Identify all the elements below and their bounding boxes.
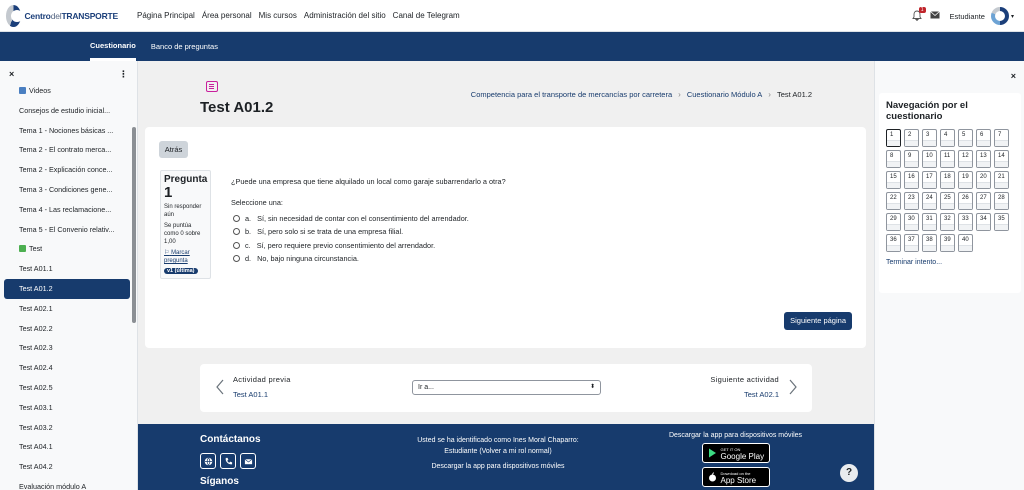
nav-mis-cursos[interactable]: Mis cursos: [258, 11, 297, 20]
question-nav-button[interactable]: 5: [958, 129, 973, 147]
question-nav-button[interactable]: 22: [886, 192, 901, 210]
site-logo[interactable]: [6, 5, 118, 27]
answer-options: [233, 212, 469, 265]
course-item[interactable]: Test A02.2: [19, 323, 53, 333]
question-nav-button[interactable]: 38: [922, 234, 937, 252]
logo-mark: [6, 5, 21, 27]
question-prompt: Seleccione una:: [231, 198, 283, 207]
question-status: Sin responder aún: [164, 204, 202, 218]
chevron-right-icon: ›: [678, 90, 681, 99]
previous-activity-link[interactable]: Test A01.1: [233, 390, 269, 399]
tab-banco-preguntas[interactable]: Banco de preguntas: [150, 42, 218, 51]
logged-in-as-text: Usted se ha identificado como Ines Moral Chaparro:: [417, 437, 579, 444]
video-icon: [19, 87, 26, 94]
footer-app-badges: [658, 432, 813, 487]
question-score: Se puntúa como 0 sobre 1,00: [164, 223, 201, 245]
question-nav-button[interactable]: 19: [958, 171, 973, 189]
quiz-nav-title: Navegación por el cuestionario: [886, 100, 968, 122]
next-page-button[interactable]: Siguiente página: [784, 312, 852, 330]
apple-icon: [708, 472, 717, 482]
question-nav-button[interactable]: 2: [904, 129, 919, 147]
next-activity-label: Siguiente actividad: [710, 375, 779, 384]
question-nav-button[interactable]: 25: [940, 192, 955, 210]
messages-mail-icon[interactable]: [930, 11, 950, 21]
question-label: Pregunta: [164, 174, 208, 185]
course-index-drawer: [0, 61, 138, 490]
question-nav-button[interactable]: 26: [958, 192, 973, 210]
radio-d[interactable]: [233, 255, 240, 262]
course-item-test[interactable]: Test: [0, 239, 134, 259]
page-title: Test A01.2: [200, 99, 274, 116]
course-item[interactable]: Evaluación módulo A: [19, 481, 87, 490]
question-nav-button[interactable]: 10: [922, 150, 937, 168]
select-arrows-icon: ⬍: [589, 384, 595, 390]
course-item-videos[interactable]: Videos: [0, 81, 134, 101]
question-text: ¿Puede una empresa que tiene alquilado un local como garaje subarrendarlo a otra?: [231, 177, 506, 186]
drawer-menu-icon[interactable]: ⋮: [119, 68, 128, 79]
email-icon[interactable]: [240, 453, 256, 469]
course-item[interactable]: Test A03.1: [19, 402, 53, 412]
course-item[interactable]: Test A04.1: [19, 442, 53, 452]
finish-attempt-link[interactable]: Terminar intento...: [886, 259, 943, 266]
radio-b[interactable]: [233, 228, 240, 235]
question-info-box: [160, 170, 211, 279]
answer-option-c[interactable]: c. Sí, pero requiere previo consentimiento del arrendador.: [233, 239, 469, 252]
question-nav-button[interactable]: 4: [940, 129, 955, 147]
top-navbar: [0, 0, 1024, 32]
question-nav-button[interactable]: 29: [886, 213, 901, 231]
question-nav-button[interactable]: 35: [994, 213, 1009, 231]
primary-nav: [137, 11, 467, 20]
question-nav-button[interactable]: 34: [976, 213, 991, 231]
course-item[interactable]: Consejos de estudio inicial...: [19, 105, 111, 115]
nav-administracion[interactable]: Administración del sitio: [303, 11, 386, 20]
course-item[interactable]: Tema 4 - Las reclamacione...: [19, 204, 112, 214]
user-role-label: Estudiante: [949, 11, 985, 21]
secondary-nav: [0, 32, 1024, 61]
chevron-down-icon[interactable]: ▾: [1010, 13, 1014, 20]
question-nav-button[interactable]: 20: [976, 171, 991, 189]
question-nav-button[interactable]: 27: [976, 192, 991, 210]
notifications-bell-icon[interactable]: [912, 7, 924, 22]
question-nav-button[interactable]: 14: [994, 150, 1009, 168]
nav-canal-telegram[interactable]: Canal de Telegram: [392, 11, 460, 20]
question-nav-button[interactable]: 40: [958, 234, 973, 252]
course-item[interactable]: Tema 5 - El Convenio relativ...: [19, 224, 115, 234]
question-nav-button[interactable]: 3: [922, 129, 937, 147]
answer-option-b[interactable]: b. Sí, pero solo si se trata de una empresa filial.: [233, 225, 469, 238]
question-nav-button[interactable]: 1: [886, 129, 901, 147]
jump-to-select[interactable]: Ir a... ⬍: [412, 380, 601, 395]
course-item[interactable]: Test A02.1: [19, 303, 53, 313]
phone-icon[interactable]: [220, 453, 236, 469]
breadcrumb: [471, 90, 812, 99]
close-drawer-icon[interactable]: ×: [9, 69, 15, 79]
quiz-navigation-drawer: [874, 61, 1024, 490]
course-item[interactable]: Tema 2 - El contrato merca...: [19, 145, 112, 155]
course-item-selected[interactable]: Test A01.2: [4, 279, 130, 299]
course-item[interactable]: Test A04.2: [19, 462, 53, 472]
google-play-icon: [708, 448, 717, 458]
chevron-left-icon[interactable]: [215, 379, 225, 395]
apps-heading: Descargar la app para dispositivos móviles: [668, 432, 803, 439]
chevron-right-icon[interactable]: [788, 379, 798, 395]
course-item[interactable]: Test A02.5: [19, 382, 53, 392]
drawer-scrollbar-thumb[interactable]: [132, 127, 136, 323]
notification-badge: 1: [920, 7, 924, 13]
google-play-badge[interactable]: GET IT ON Google Play: [702, 443, 770, 463]
question-nav-button[interactable]: 8: [886, 150, 901, 168]
question-nav-button[interactable]: 37: [904, 234, 919, 252]
return-role-link[interactable]: Estudiante (Volver a mi rol normal): [444, 448, 552, 455]
footer-login-info: [388, 435, 608, 472]
logo-text: CentrodelTRANSPORTE: [24, 10, 118, 21]
course-item[interactable]: Tema 1 - Nociones básicas ...: [19, 125, 114, 135]
question-nav-button[interactable]: 12: [958, 150, 973, 168]
question-nav-button[interactable]: 31: [922, 213, 937, 231]
help-button[interactable]: ?: [840, 464, 858, 482]
download-app-link[interactable]: Descargar la app para dispositivos móviles: [431, 463, 565, 470]
question-grid: [886, 129, 1014, 252]
previous-activity-label: Actividad previa: [233, 375, 291, 384]
question-nav-button[interactable]: 36: [886, 234, 901, 252]
user-area: [912, 0, 1014, 32]
main-content: [138, 61, 874, 490]
breadcrumb-current: Test A01.2: [776, 90, 812, 99]
breadcrumb-course[interactable]: Competencia para el transporte de mercancías por carretera: [470, 90, 673, 99]
footer-contact-icons: [200, 453, 260, 469]
question-nav-button[interactable]: 32: [940, 213, 955, 231]
question-nav-button[interactable]: 9: [904, 150, 919, 168]
question-nav-button[interactable]: 39: [940, 234, 955, 252]
course-item[interactable]: Test A02.4: [19, 363, 53, 373]
course-index-list: [0, 81, 134, 490]
flag-question-link[interactable]: ⚐ Marcar pregunta: [164, 250, 190, 264]
question-nav-button[interactable]: 17: [922, 171, 937, 189]
question-nav-button[interactable]: 11: [940, 150, 955, 168]
quiz-navigation-block: [879, 93, 1021, 293]
activity-navigation: [200, 364, 812, 412]
question-nav-button[interactable]: 24: [922, 192, 937, 210]
course-item[interactable]: Tema 3 - Condiciones gene...: [19, 184, 113, 194]
question-nav-button[interactable]: 30: [904, 213, 919, 231]
tab-cuestionario[interactable]: Cuestionario: [90, 32, 136, 61]
radio-c[interactable]: [233, 242, 240, 249]
next-activity-link[interactable]: Test A02.1: [743, 390, 779, 399]
question-number: 1: [164, 184, 173, 201]
globe-icon[interactable]: [200, 453, 216, 469]
question-nav-button[interactable]: 15: [886, 171, 901, 189]
footer-follow-heading: Síganos: [200, 476, 239, 487]
radio-a[interactable]: [233, 215, 240, 222]
answer-option-d[interactable]: d. No, bajo ninguna circunstancia.: [233, 252, 469, 265]
flag-icon: ⚐: [164, 250, 170, 256]
version-badge: v1 (última): [164, 268, 198, 274]
course-item[interactable]: Test A01.1: [19, 264, 53, 274]
question-nav-button[interactable]: 28: [994, 192, 1009, 210]
course-item[interactable]: Tema 2 - Explicación conce...: [19, 165, 113, 175]
nav-area-personal[interactable]: Área personal: [201, 11, 252, 20]
breadcrumb-section[interactable]: Cuestionario Módulo A: [686, 90, 763, 99]
question-nav-button[interactable]: 16: [904, 171, 919, 189]
close-icon[interactable]: ×: [1010, 71, 1016, 81]
course-item[interactable]: Test A02.3: [19, 343, 53, 353]
app-store-badge[interactable]: Download on the App Store: [702, 467, 770, 487]
user-avatar[interactable]: [991, 7, 1009, 25]
question-card: [145, 127, 866, 348]
question-nav-button[interactable]: 6: [976, 129, 991, 147]
chevron-right-icon: ›: [768, 90, 771, 99]
question-nav-button[interactable]: 21: [994, 171, 1009, 189]
question-nav-button[interactable]: 13: [976, 150, 991, 168]
back-button[interactable]: Atrás: [159, 141, 188, 158]
question-nav-button[interactable]: 33: [958, 213, 973, 231]
nav-pagina-principal[interactable]: Página Principal: [137, 11, 195, 20]
footer-contact-heading: Contáctanos: [200, 434, 261, 445]
question-nav-button[interactable]: 7: [994, 129, 1009, 147]
page-footer: [138, 424, 874, 490]
check-icon: [19, 245, 26, 252]
question-nav-button[interactable]: 23: [904, 192, 919, 210]
quiz-icon: [206, 81, 218, 92]
question-nav-button[interactable]: 18: [940, 171, 955, 189]
course-item[interactable]: Test A03.2: [19, 422, 53, 432]
answer-option-a[interactable]: a. Sí, sin necesidad de contar con el consentimiento del arrendador.: [233, 212, 469, 225]
drawer-scrollbar[interactable]: [132, 87, 136, 490]
